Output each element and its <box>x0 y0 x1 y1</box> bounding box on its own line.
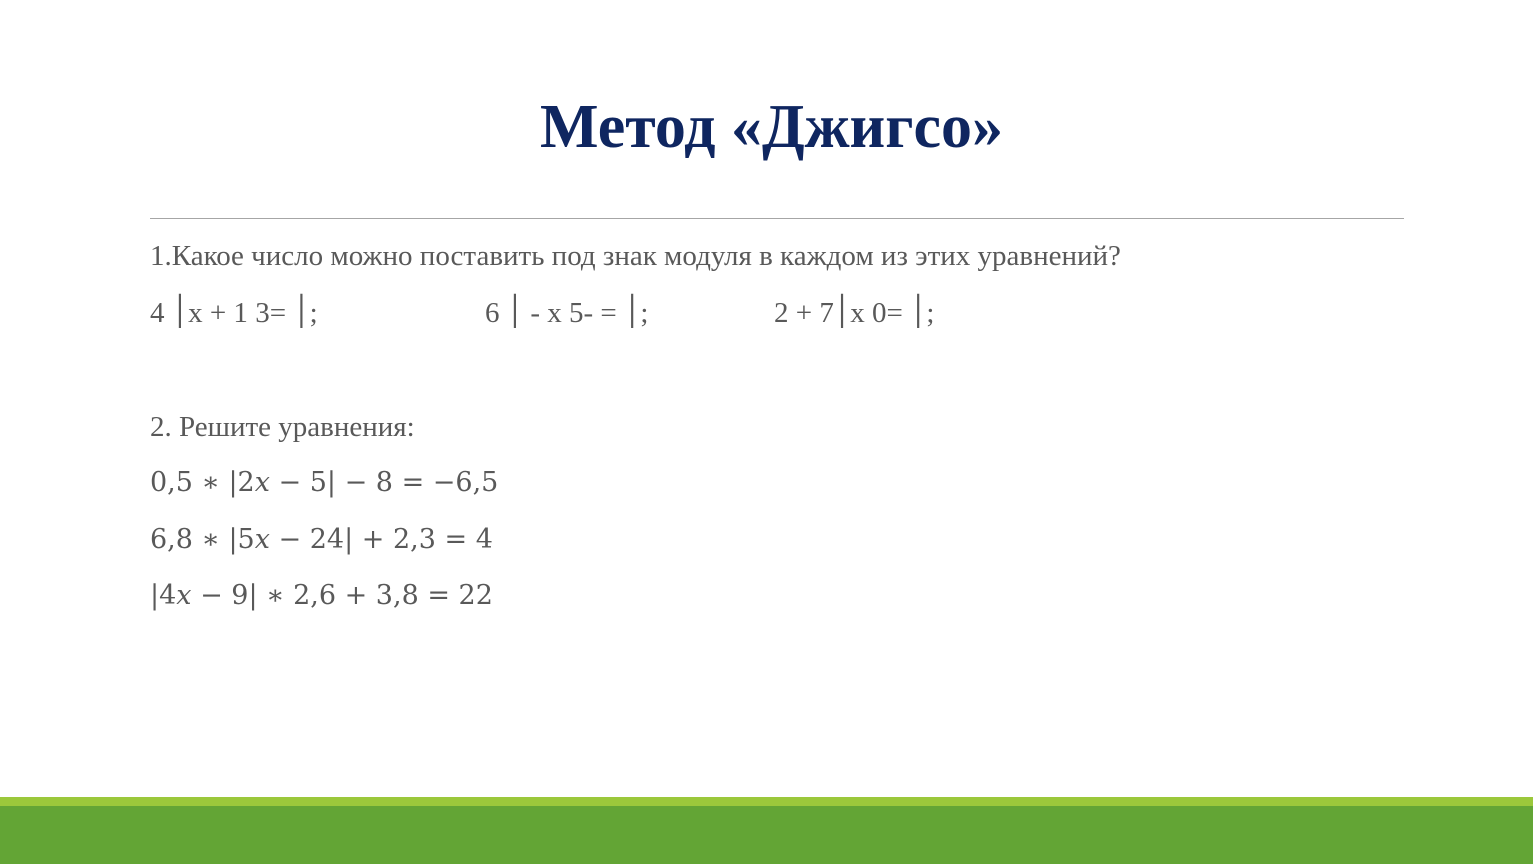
footer-band-dark <box>0 806 1533 864</box>
title-divider <box>150 218 1404 219</box>
equation-1-b: ׀ 6 - x ׀ = -5; <box>485 297 649 329</box>
equation-1-a: ׀ 4x + 1 ׀ =3; <box>150 297 318 329</box>
question-2: 2. Решите уравнения: <box>150 411 415 443</box>
footer-band-light <box>0 797 1533 806</box>
equation-2-c: |4𝑥 − 9| ∗ 2,6 + 3,8 = 22 <box>150 580 493 611</box>
equation-1-c: ׀7 + 2x ׀ =0; <box>774 297 935 329</box>
equation-2-b: 6,8 ∗ |5𝑥 − 24| + 2,3 = 4 <box>150 524 493 555</box>
question-1: 1.Какое число можно поставить под знак модуля в каждом из этих уравнений? <box>150 240 1121 272</box>
equation-2-a: 0,5 ∗ |2𝑥 − 5| − 8 = −6,5 <box>150 467 499 498</box>
equation-row-1 <box>150 295 1404 331</box>
slide-title: Метод «Джигсо» <box>540 93 1003 161</box>
